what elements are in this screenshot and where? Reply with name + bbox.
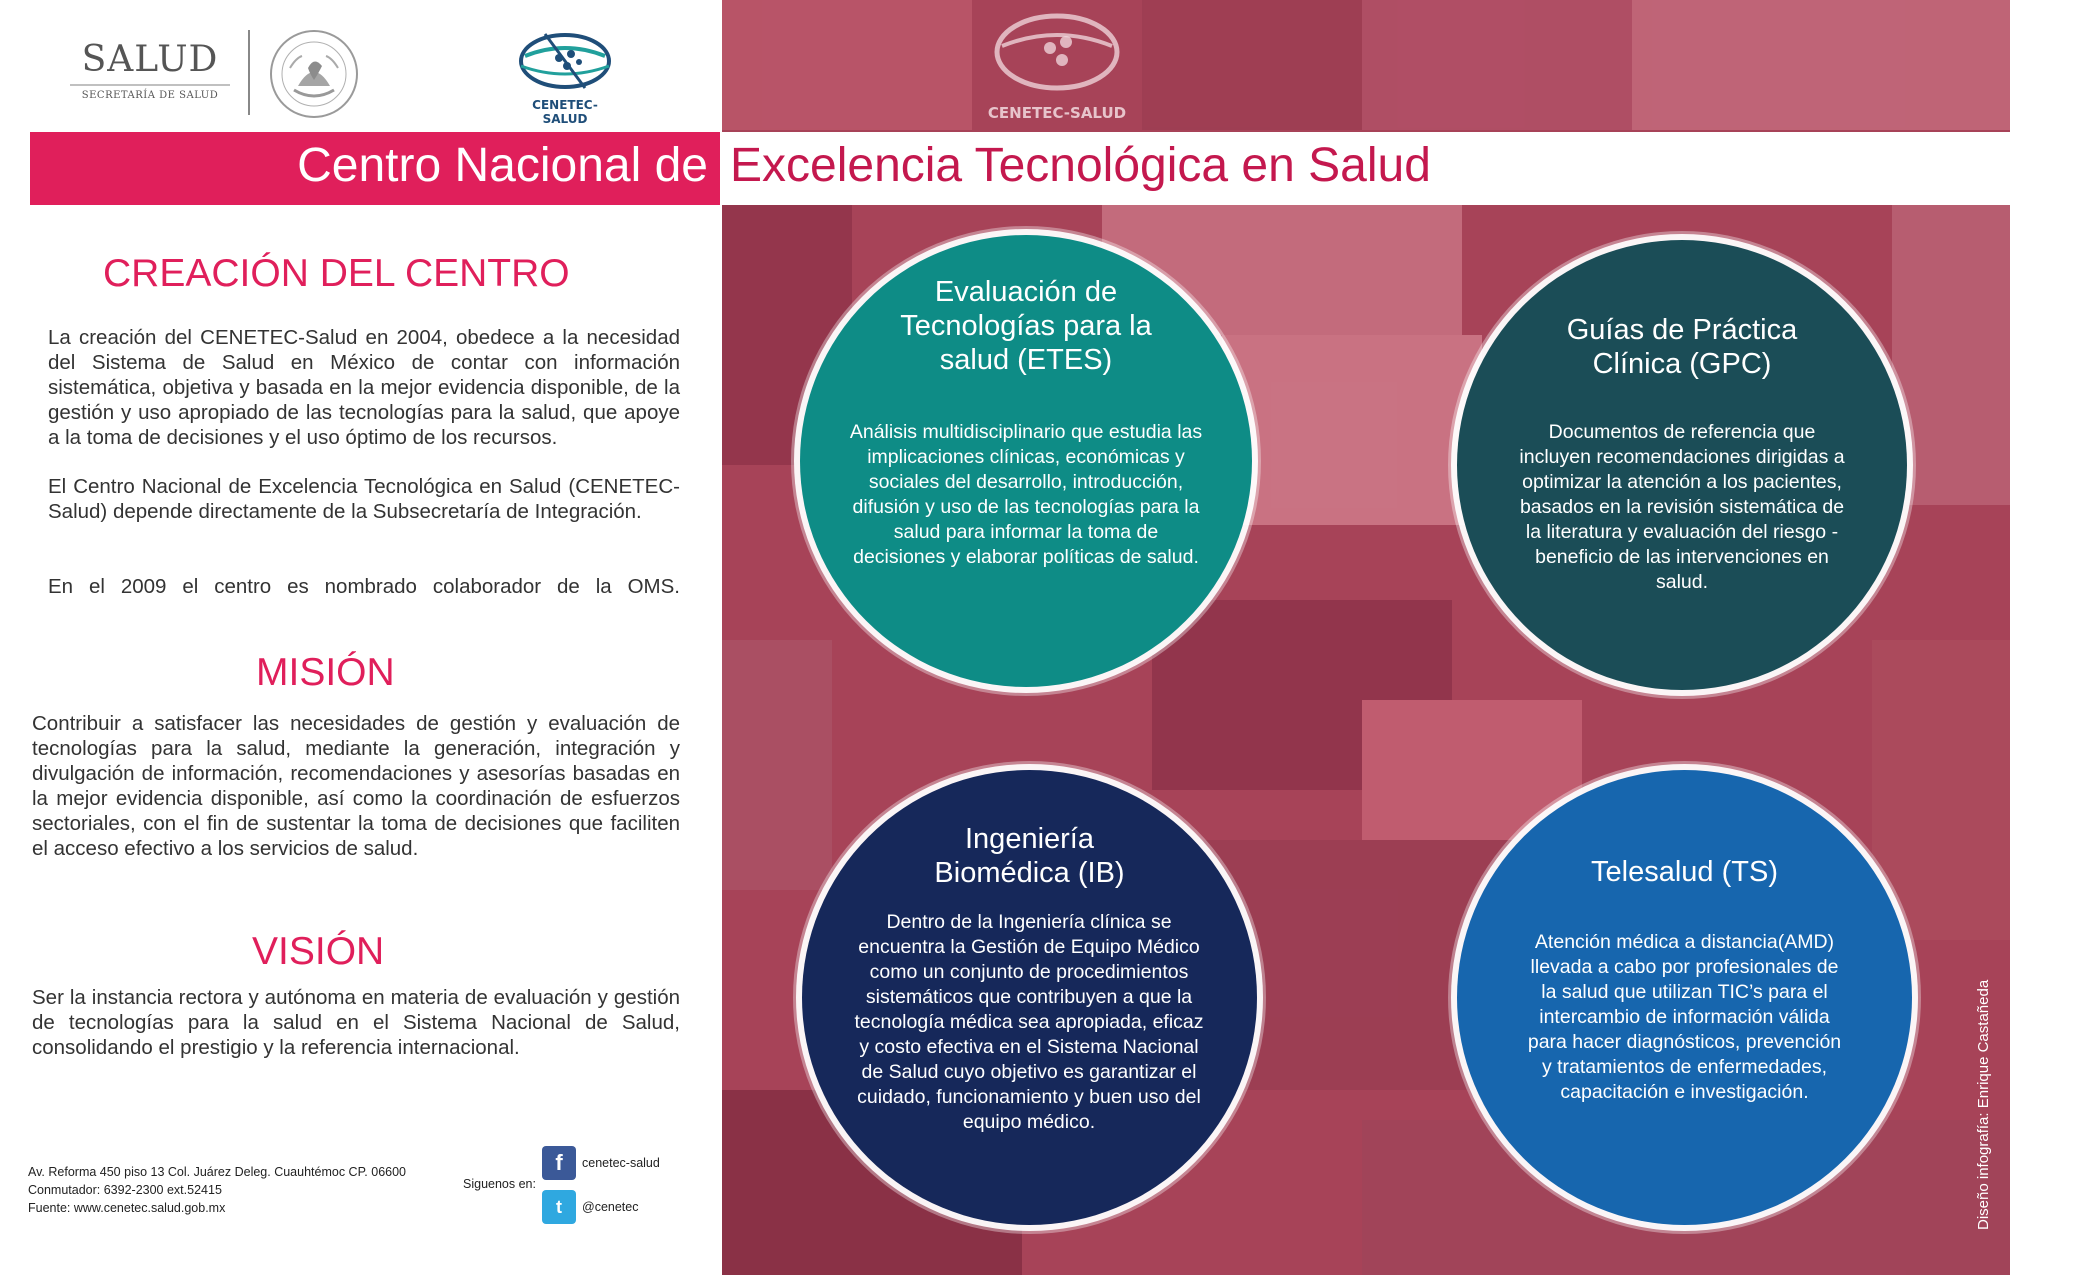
twitter-link[interactable] <box>542 1190 638 1224</box>
twitter-handle: @cenetec <box>582 1200 639 1214</box>
salud-logo-subtitle: SECRETARÍA DE SALUD <box>81 90 219 101</box>
cenetec-logo-label: CENETEC-SALUD <box>532 98 598 126</box>
etes-circle <box>800 235 1252 687</box>
follow-label: Siguenos en: <box>463 1177 536 1191</box>
vision-text: Ser la instancia rectora y autónoma en materia de evaluación y gestión de tecnologías para la salud en el Sistema Nacional de Salud, consolidando el prestigio y la referencia internacional. <box>32 986 680 1059</box>
cenetec-watermark-icon <box>982 0 1132 130</box>
mision-text: Contribuir a satisfacer las necesidades de gestión y evaluación de tecnologías para la salud, mediante la generación, integración y divulgación de información, recomendaciones y asesorías basadas en la mejor evidencia disponible, así como la coordinación de esfuerzos sectoriales, con el fin de sustentar la toma de decisiones que faciliten el acceso efectivo a los servicios de salud. <box>32 712 680 860</box>
ts-title: Telesalud (TS) <box>1591 856 1778 888</box>
watermark-label: CENETEC-SALUD <box>987 104 1127 122</box>
mexico-seal-icon <box>268 28 360 120</box>
right-margin <box>2010 0 2100 1275</box>
creacion-paragraph-1: La creación del CENETEC-Salud en 2004, obedece a la necesidad del Sistema de Salud en México de contar con información sistemática, objetiva y basada en la mejor evidencia disponible, de la gestión y uso apropiado de las tecnologías para la salud, que apoye a la toma de decisiones y el uso óptimo de los recursos. <box>48 326 680 449</box>
twitter-icon: t <box>542 1190 576 1224</box>
salud-logo <box>70 40 230 101</box>
facebook-icon: f <box>542 1146 576 1180</box>
creacion-paragraph-2: El Centro Nacional de Excelencia Tecnológica en Salud (CENETEC-Salud) depende directamente de la Subsecretaría de Integración. <box>48 475 680 523</box>
salud-logo-rule <box>70 84 230 86</box>
cenetec-logo <box>510 30 620 126</box>
title-band-pink <box>30 132 720 205</box>
ib-text: Dentro de la Ingeniería clínica se encuentra la Gestión de Equipo Médico como un conjunto de procedimientos sistemáticos que contribuyen a que la tecnología médica sea apropiada, eficaz y costo efectiva en el Sistema Nacional de Salud cuyo objetivo es garantizar el cuidado, funcionamiento y buen uso del equipo médico. <box>854 911 1204 1133</box>
design-credit: Diseño infografía: Enrique Castañeda <box>1975 979 1992 1230</box>
creacion-paragraph-3: En el 2009 el centro es nombrado colaborador de la OMS. <box>48 575 680 598</box>
gpc-title: Guías de Práctica Clínica (GPC) <box>1566 314 1798 380</box>
etes-title: Evaluación de Tecnologías para la salud (ETES) <box>900 276 1152 376</box>
contact-footer <box>28 1163 406 1217</box>
source-text: Fuente: www.cenetec.salud.gob.mx <box>28 1201 226 1215</box>
cenetec-globe-icon <box>515 30 615 92</box>
ts-circle <box>1457 770 1912 1225</box>
page-title-part1: Centro Nacional de <box>297 139 708 192</box>
mision-heading: MISIÓN <box>256 651 395 694</box>
facebook-link[interactable] <box>542 1146 660 1180</box>
ib-circle <box>802 770 1257 1225</box>
ib-title: Ingeniería Biomédica (IB) <box>934 823 1125 889</box>
salud-logo-word: SALUD <box>81 39 219 80</box>
creacion-heading: CREACIÓN DEL CENTRO <box>103 252 570 295</box>
ts-text: Atención médica a distancia(AMD) llevada a cabo por profesionales de la salud que utilizan TIC’s para el intercambio de información válida para hacer diagnósticos, prevención y tratamientos de enfermedades, capacitación e investigación. <box>1527 931 1842 1103</box>
phone-text: Conmutador: 6392-2300 ext.52415 <box>28 1183 222 1197</box>
vision-heading: VISIÓN <box>252 930 385 973</box>
page-title-part2: Excelencia Tecnológica en Salud <box>730 139 1431 192</box>
etes-text: Análisis multidisciplinario que estudia las implicaciones clínicas, económicas y sociales del desarrollo, introducción, difusión y uso de las tecnologías para la salud para informar la toma de decisiones y elaborar políticas de salud. <box>849 421 1203 568</box>
logo-divider <box>248 30 250 115</box>
gpc-circle <box>1457 240 1907 690</box>
gpc-text: Documentos de referencia que incluyen recomendaciones dirigidas a optimizar la atención a los pacientes, basados en la revisión sistemática de la literatura y evaluación del riesgo - beneficio de las intervenciones en salud. <box>1519 421 1845 593</box>
title-band-white <box>720 132 2010 205</box>
address-text: Av. Reforma 450 piso 13 Col. Juárez Deleg. Cuauhtémoc CP. 06600 <box>28 1165 406 1179</box>
facebook-handle: cenetec-salud <box>582 1156 660 1170</box>
